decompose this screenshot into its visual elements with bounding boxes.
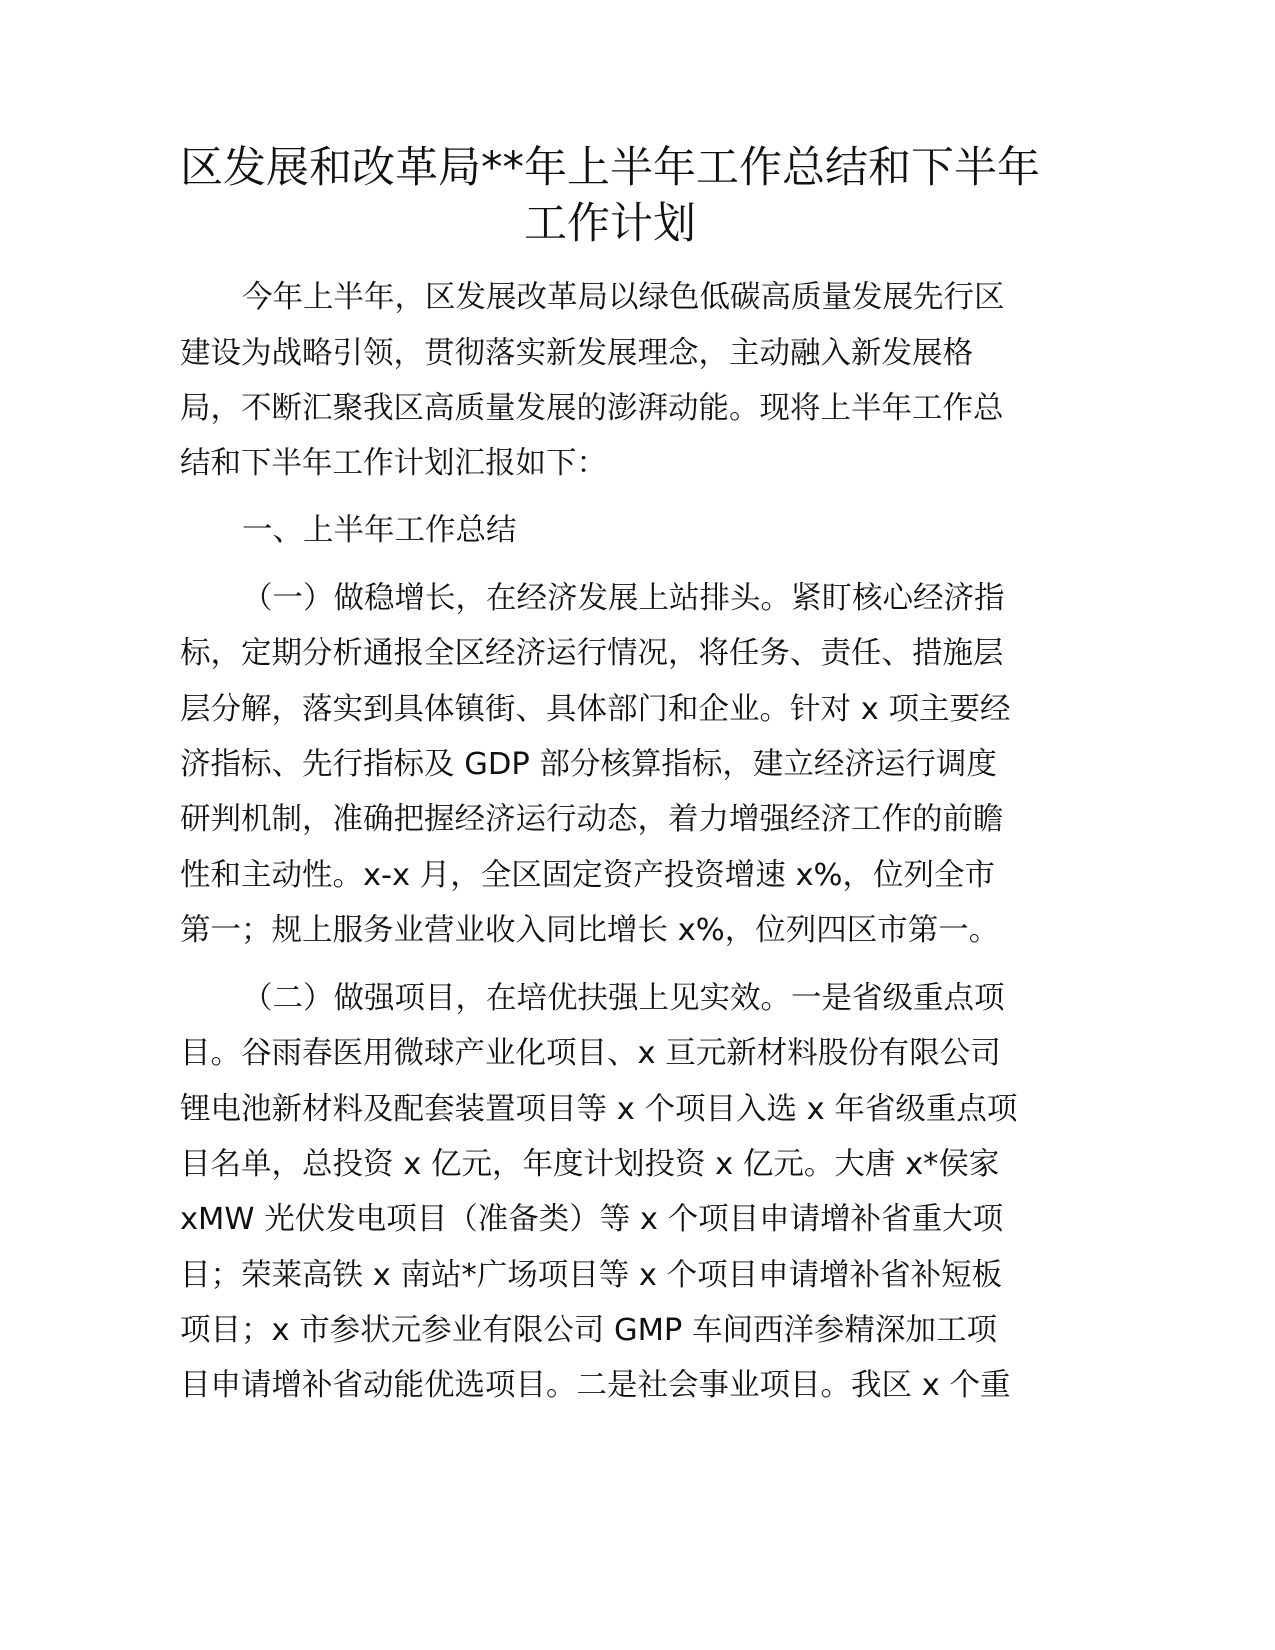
item1-line-3: 层分解，落实到具体镇街、具体部门和企业。针对 x 项主要经 bbox=[180, 692, 1011, 727]
title-line-1: 区发展和改革局**年上半年工作总结和下半年 bbox=[180, 143, 1040, 193]
item2-line-3: 锂电池新材料及配套装置项目等 x 个项目入选 x 年省级重点项 bbox=[180, 1092, 1018, 1127]
item2-line-8: 目申请增补省动能优选项目。二是社会事业项目。我区 x 个重 bbox=[180, 1368, 1011, 1403]
item2-line-4: 目名单，总投资 x 亿元，年度计划投资 x 亿元。大唐 x*侯家 bbox=[180, 1147, 1000, 1182]
item2-line-2: 目。谷雨春医用微球产业化项目、x 亘元新材料股份有限公司 bbox=[180, 1036, 1001, 1071]
item1-line-1: （一）做稳增长，在经济发展上站排头。紧盯核心经济指 bbox=[242, 581, 1005, 616]
item1-line-6: 性和主动性。x-x 月，全区固定资产投资增速 x%，位列全市 bbox=[180, 858, 996, 893]
item1-line-5: 研判机制，准确把握经济运行动态，着力增强经济工作的前瞻 bbox=[180, 802, 1004, 837]
item1-line-7: 第一；规上服务业营业收入同比增长 x%，位列四区市第一。 bbox=[180, 913, 1000, 948]
item2-line-5: xMW 光伏发电项目（准备类）等 x 个项目申请增补省重大项 bbox=[180, 1202, 1004, 1237]
item2-line-6: 目；荣莱高铁 x 南站*广场项目等 x 个项目申请增补省补短板 bbox=[180, 1258, 1003, 1293]
item2-line-7: 项目；x 市参状元参业有限公司 GMP 车间西洋参精深加工项 bbox=[180, 1313, 997, 1348]
document-title bbox=[180, 140, 1040, 252]
intro-line-2: 建设为战略引领，贯彻落实新发展理念，主动融入新发展格 bbox=[180, 336, 973, 371]
item1-line-2: 标，定期分析通报全区经济运行情况，将任务、责任、措施层 bbox=[180, 636, 1004, 671]
item1-line-4: 济指标、先行指标及 GDP 部分核算指标，建立经济运行调度 bbox=[180, 747, 997, 782]
item2-line-1: （二）做强项目，在培优扶强上见实效。一是省级重点项 bbox=[242, 981, 1005, 1016]
section-heading: 一、上半年工作总结 bbox=[242, 513, 517, 548]
intro-line-4: 结和下半年工作计划汇报如下： bbox=[180, 446, 607, 481]
title-line-2: 工作计划 bbox=[524, 199, 696, 249]
intro-line-3: 局，不断汇聚我区高质量发展的澎湃动能。现将上半年工作总 bbox=[180, 391, 1004, 426]
intro-line-1: 今年上半年，区发展改革局以绿色低碳高质量发展先行区 bbox=[242, 280, 1005, 315]
